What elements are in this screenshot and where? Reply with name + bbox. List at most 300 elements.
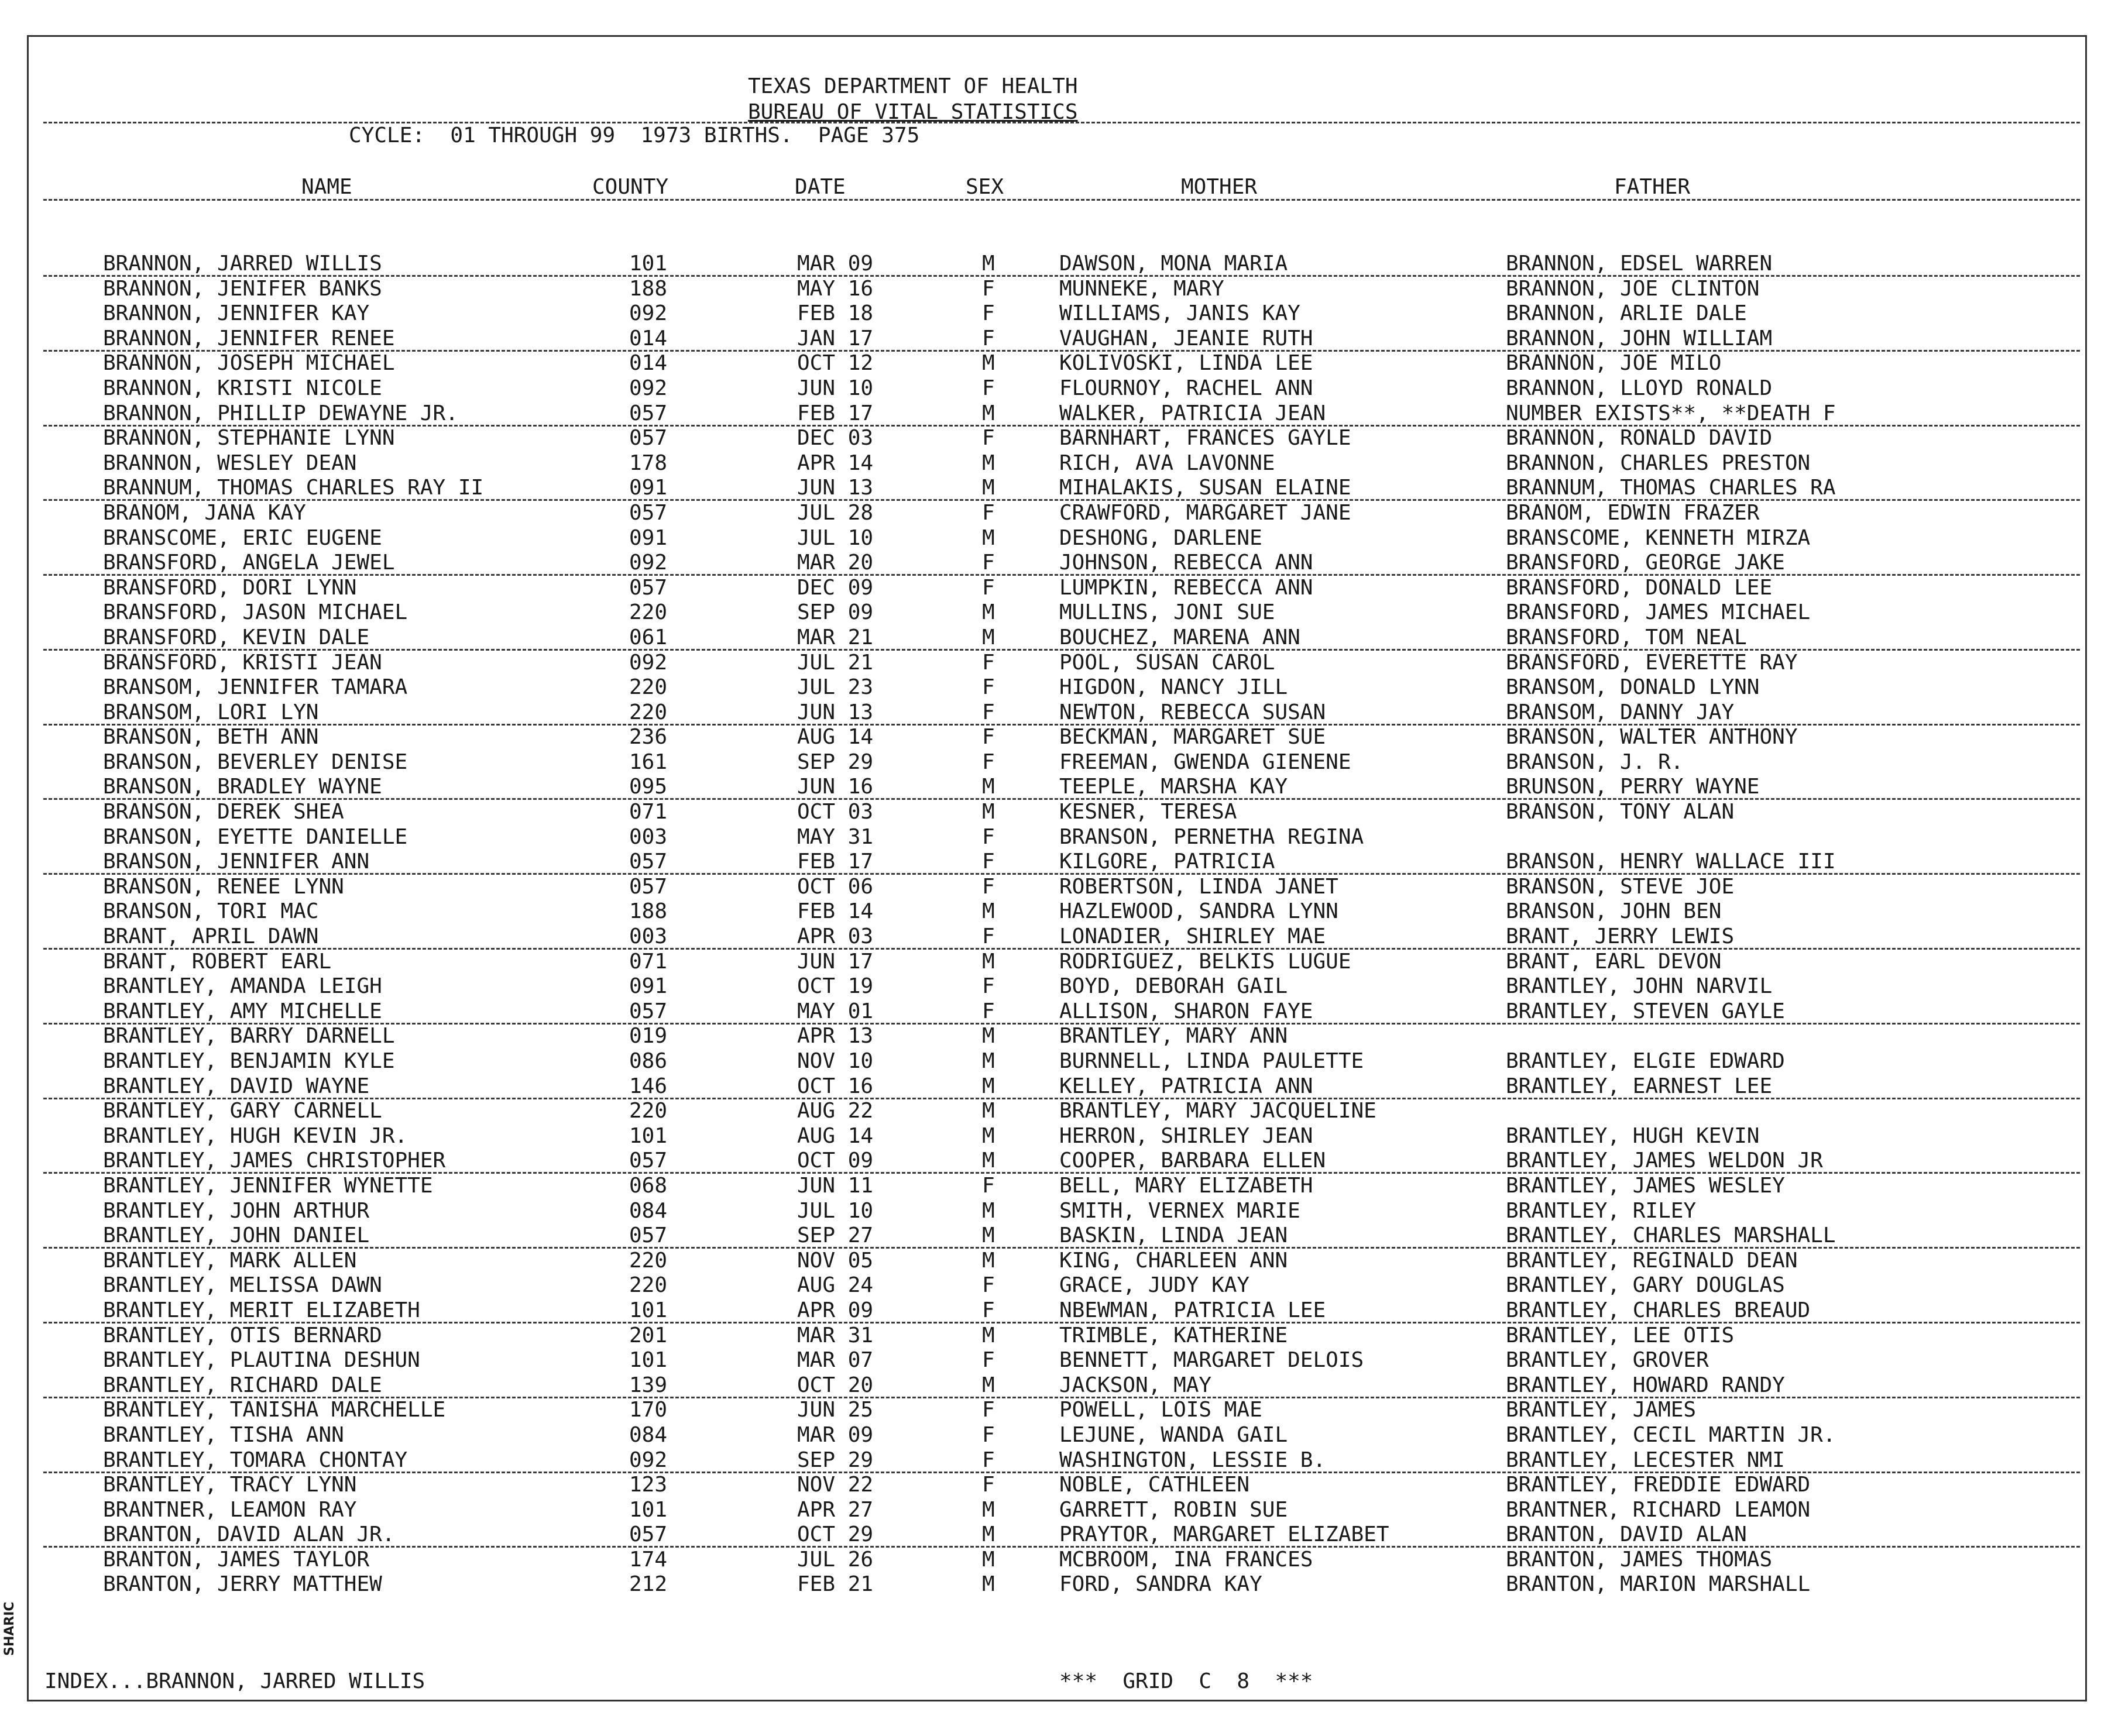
- record-sex: M: [982, 1223, 995, 1248]
- record-county: 236: [629, 725, 668, 750]
- record-date: AUG 14: [797, 1123, 874, 1148]
- record-name: BRANTLEY, TANISHA MARCHELLE: [103, 1398, 446, 1422]
- record-sex: M: [982, 1074, 995, 1098]
- record-date: MAY 16: [797, 276, 874, 301]
- column-header-sex: SEX: [966, 175, 1004, 199]
- record-sex: F: [982, 1348, 995, 1373]
- record-father: BRANSON, J. R.: [1506, 750, 1684, 774]
- record-county: 084: [629, 1422, 668, 1447]
- record-row: [0, 426, 2125, 451]
- record-date: DEC 03: [797, 426, 874, 451]
- record-row: [0, 924, 2125, 950]
- record-name: BRANSON, BETH ANN: [103, 725, 319, 750]
- record-father: BRANSFORD, TOM NEAL: [1506, 625, 1747, 649]
- record-row: [0, 651, 2125, 676]
- record-county: 188: [629, 276, 668, 301]
- record-sex: F: [982, 750, 995, 774]
- record-sex: M: [982, 899, 995, 924]
- record-father: BRUNSON, PERRY WAYNE: [1506, 775, 1760, 799]
- record-name: BRANT, APRIL DAWN: [103, 924, 319, 949]
- record-mother: TEEPLE, MARSHA KAY: [1059, 775, 1288, 799]
- column-header-county: COUNTY: [592, 175, 669, 199]
- record-date: APR 09: [797, 1298, 874, 1322]
- record-mother: BARNHART, FRANCES GAYLE: [1059, 426, 1351, 451]
- record-name: BRANNON, PHILLIP DEWAYNE JR.: [103, 401, 458, 425]
- record-date: JUL 23: [797, 675, 874, 700]
- record-row: [0, 1024, 2125, 1049]
- record-row: [0, 1348, 2125, 1373]
- record-row: [0, 950, 2125, 975]
- record-county: 057: [629, 999, 668, 1023]
- record-county: 071: [629, 800, 668, 824]
- record-name: BRANTLEY, JOHN DANIEL: [103, 1223, 370, 1248]
- record-county: 057: [629, 1223, 668, 1248]
- record-father: BRANTNER, RICHARD LEAMON: [1506, 1497, 1811, 1522]
- record-row: [0, 1223, 2125, 1249]
- record-name: BRANSON, DEREK SHEA: [103, 800, 344, 824]
- column-header-name: NAME: [301, 175, 352, 199]
- record-name: BRANSOM, LORI LYN: [103, 700, 319, 724]
- record-father: BRANSFORD, JAMES MICHAEL: [1506, 600, 1811, 625]
- record-father: BRANTLEY, LECESTER NMI: [1506, 1448, 1785, 1472]
- record-date: MAY 31: [797, 824, 874, 849]
- record-county: 057: [629, 850, 668, 874]
- record-sex: M: [982, 1572, 995, 1597]
- record-mother: HERRON, SHIRLEY JEAN: [1059, 1123, 1313, 1148]
- record-mother: BRANTLEY, MARY ANN: [1059, 1024, 1288, 1049]
- record-row: [0, 1498, 2125, 1523]
- record-county: 092: [629, 301, 668, 326]
- record-county: 170: [629, 1398, 668, 1422]
- record-sex: M: [982, 451, 995, 475]
- record-row: [0, 600, 2125, 625]
- record-county: 019: [629, 1024, 668, 1049]
- record-mother: KOLIVOSKI, LINDA LEE: [1059, 351, 1313, 376]
- record-row: [0, 725, 2125, 750]
- record-father: BRANNON, JOE CLINTON: [1506, 276, 1760, 301]
- record-date: NOV 22: [797, 1473, 874, 1497]
- record-county: 220: [629, 1099, 668, 1123]
- record-father: BRANNON, CHARLES PRESTON: [1506, 451, 1811, 475]
- record-date: JUL 28: [797, 500, 874, 525]
- record-father: BRANSOM, DANNY JAY: [1506, 700, 1735, 724]
- record-name: BRANTLEY, BARRY DARNELL: [103, 1024, 395, 1049]
- record-date: MAY 01: [797, 999, 874, 1023]
- record-date: APR 13: [797, 1024, 874, 1049]
- record-name: BRANTLEY, MELISSA DAWN: [103, 1273, 382, 1298]
- record-date: JUL 10: [797, 525, 874, 550]
- record-sex: F: [982, 500, 995, 525]
- record-father: BRANNON, ARLIE DALE: [1506, 301, 1747, 326]
- record-date: AUG 22: [797, 1099, 874, 1123]
- record-mother: MCBROOM, INA FRANCES: [1059, 1547, 1313, 1572]
- record-mother: WASHINGTON, LESSIE B.: [1059, 1448, 1326, 1472]
- record-sex: M: [982, 949, 995, 974]
- record-date: AUG 24: [797, 1273, 874, 1298]
- record-mother: ROBERTSON, LINDA JANET: [1059, 874, 1338, 899]
- bureau-title: BUREAU OF VITAL STATISTICS: [748, 100, 1078, 124]
- record-father: NUMBER EXISTS**, **DEATH F: [1506, 401, 1836, 425]
- record-sex: F: [982, 326, 995, 350]
- record-date: OCT 19: [797, 974, 874, 999]
- record-father: BRANTLEY, RILEY: [1506, 1198, 1697, 1223]
- record-father: BRANT, JERRY LEWIS: [1506, 924, 1735, 949]
- record-father: BRANTLEY, STEVEN GAYLE: [1506, 999, 1785, 1023]
- record-county: 003: [629, 824, 668, 849]
- record-date: MAR 09: [797, 1422, 874, 1447]
- record-name: BRANNON, KRISTI NICOLE: [103, 376, 382, 400]
- record-county: 178: [629, 451, 668, 475]
- column-header-date: DATE: [795, 175, 846, 199]
- record-sex: M: [982, 1497, 995, 1522]
- record-sex: M: [982, 1049, 995, 1073]
- record-date: MAR 07: [797, 1348, 874, 1373]
- record-date: MAR 20: [797, 551, 874, 575]
- record-county: 084: [629, 1198, 668, 1223]
- record-name: BRANSON, EYETTE DANIELLE: [103, 824, 408, 849]
- record-sex: M: [982, 1024, 995, 1049]
- record-mother: KELLEY, PATRICIA ANN: [1059, 1074, 1313, 1098]
- record-county: 101: [629, 1298, 668, 1322]
- record-name: BRANTLEY, RICHARD DALE: [103, 1373, 382, 1397]
- record-sex: M: [982, 1123, 995, 1148]
- record-row: [0, 700, 2125, 726]
- record-sex: F: [982, 1422, 995, 1447]
- record-name: BRANTLEY, PLAUTINA DESHUN: [103, 1348, 420, 1373]
- record-row: [0, 376, 2125, 401]
- record-date: DEC 09: [797, 575, 874, 600]
- record-county: 212: [629, 1572, 668, 1597]
- side-watermark: SHARIC: [2, 1601, 17, 1656]
- record-mother: HIGDON, NANCY JILL: [1059, 675, 1288, 700]
- record-sex: F: [982, 700, 995, 724]
- record-sex: F: [982, 1398, 995, 1422]
- record-name: BRANTLEY, BENJAMIN KYLE: [103, 1049, 395, 1073]
- record-father: BRANTON, MARION MARSHALL: [1506, 1572, 1811, 1597]
- record-row: [0, 1398, 2125, 1423]
- record-row: [0, 1423, 2125, 1448]
- record-row: [0, 1149, 2125, 1174]
- record-sex: F: [982, 675, 995, 700]
- record-county: 220: [629, 600, 668, 625]
- record-mother: FREEMAN, GWENDA GIENENE: [1059, 750, 1351, 774]
- record-sex: M: [982, 1373, 995, 1397]
- record-date: JUN 13: [797, 476, 874, 500]
- column-header-father: FATHER: [1614, 175, 1691, 199]
- record-mother: SMITH, VERNEX MARIE: [1059, 1198, 1300, 1223]
- record-mother: MULLINS, JONI SUE: [1059, 600, 1275, 625]
- record-sex: M: [982, 1547, 995, 1572]
- record-father: BRANTLEY, CHARLES BREAUD: [1506, 1298, 1811, 1322]
- record-mother: BRANTLEY, MARY JACQUELINE: [1059, 1099, 1376, 1123]
- record-row: [0, 974, 2125, 999]
- record-row: [0, 1298, 2125, 1324]
- record-name: BRANSOM, JENNIFER TAMARA: [103, 675, 408, 700]
- record-county: 014: [629, 326, 668, 350]
- record-sex: F: [982, 551, 995, 575]
- record-father: BRANTLEY, HUGH KEVIN: [1506, 1123, 1760, 1148]
- record-sex: M: [982, 525, 995, 550]
- record-row: [0, 1522, 2125, 1548]
- record-row: [0, 750, 2125, 775]
- record-county: 057: [629, 1522, 668, 1547]
- record-father: BRANTLEY, JAMES WELDON JR: [1506, 1149, 1823, 1173]
- record-row: [0, 1249, 2125, 1274]
- record-row: [0, 1124, 2125, 1149]
- record-date: MAR 21: [797, 625, 874, 649]
- record-county: 057: [629, 500, 668, 525]
- record-mother: WILLIAMS, JANIS KAY: [1059, 301, 1300, 326]
- record-sex: F: [982, 575, 995, 600]
- record-mother: RICH, AVA LAVONNE: [1059, 451, 1275, 475]
- record-row: [0, 277, 2125, 302]
- record-name: BRANTON, DAVID ALAN JR.: [103, 1522, 395, 1547]
- record-mother: BASKIN, LINDA JEAN: [1059, 1223, 1288, 1248]
- record-father: BRANSON, STEVE JOE: [1506, 874, 1735, 899]
- record-name: BRANTLEY, AMY MICHELLE: [103, 999, 382, 1023]
- record-row: [0, 825, 2125, 850]
- record-county: 003: [629, 924, 668, 949]
- record-row: [0, 1448, 2125, 1473]
- record-mother: GRACE, JUDY KAY: [1059, 1273, 1250, 1298]
- record-name: BRANNON, JOSEPH MICHAEL: [103, 351, 395, 376]
- record-father: BRANNON, JOE MILO: [1506, 351, 1722, 376]
- record-row: [0, 899, 2125, 924]
- record-sex: F: [982, 924, 995, 949]
- record-date: FEB 14: [797, 899, 874, 924]
- record-name: BRANTLEY, JAMES CHRISTOPHER: [103, 1149, 446, 1173]
- record-name: BRANSFORD, JASON MICHAEL: [103, 600, 408, 625]
- record-father: BRANTLEY, CHARLES MARSHALL: [1506, 1223, 1836, 1248]
- record-father: BRANOM, EDWIN FRAZER: [1506, 500, 1760, 525]
- record-date: SEP 27: [797, 1223, 874, 1248]
- record-county: 095: [629, 775, 668, 799]
- record-row: [0, 451, 2125, 476]
- record-father: BRANTLEY, REGINALD DEAN: [1506, 1248, 1798, 1273]
- record-name: BRANSON, RENEE LYNN: [103, 874, 344, 899]
- record-sex: M: [982, 1149, 995, 1173]
- record-name: BRANTLEY, MERIT ELIZABETH: [103, 1298, 420, 1322]
- record-row: [0, 476, 2125, 501]
- record-county: 091: [629, 974, 668, 999]
- record-father: BRANSOM, DONALD LYNN: [1506, 675, 1760, 700]
- record-father: BRANT, EARL DEVON: [1506, 949, 1722, 974]
- record-row: [0, 326, 2125, 352]
- record-date: AUG 14: [797, 725, 874, 750]
- record-sex: F: [982, 1298, 995, 1322]
- record-father: BRANSON, TONY ALAN: [1506, 800, 1735, 824]
- record-county: 057: [629, 1149, 668, 1173]
- column-header-mother: MOTHER: [1181, 175, 1258, 199]
- record-sex: M: [982, 476, 995, 500]
- record-sex: F: [982, 850, 995, 874]
- record-county: 092: [629, 551, 668, 575]
- record-father: BRANNUM, THOMAS CHARLES RA: [1506, 476, 1836, 500]
- record-date: OCT 03: [797, 800, 874, 824]
- record-father: BRANNON, EDSEL WARREN: [1506, 252, 1773, 276]
- record-sex: M: [982, 252, 995, 276]
- record-mother: POWELL, LOIS MAE: [1059, 1398, 1262, 1422]
- record-date: NOV 10: [797, 1049, 874, 1073]
- record-father: BRANSON, JOHN BEN: [1506, 899, 1722, 924]
- record-date: JAN 17: [797, 326, 874, 350]
- record-date: FEB 18: [797, 301, 874, 326]
- record-row: [0, 301, 2125, 326]
- record-row: [0, 252, 2125, 277]
- record-name: BRANSON, BEVERLEY DENISE: [103, 750, 408, 774]
- record-date: OCT 12: [797, 351, 874, 376]
- record-father: BRANTLEY, ELGIE EDWARD: [1506, 1049, 1785, 1073]
- record-mother: DESHONG, DARLENE: [1059, 525, 1262, 550]
- record-name: BRANTLEY, OTIS BERNARD: [103, 1323, 382, 1347]
- index-footer: INDEX...BRANNON, JARRED WILLIS: [44, 1669, 425, 1693]
- record-name: BRANTLEY, JENNIFER WYNETTE: [103, 1173, 433, 1198]
- record-row: [0, 1174, 2125, 1199]
- record-date: MAR 31: [797, 1323, 874, 1347]
- record-father: BRANTON, JAMES THOMAS: [1506, 1547, 1773, 1572]
- record-father: BRANTLEY, JAMES: [1506, 1398, 1697, 1422]
- record-county: 014: [629, 351, 668, 376]
- record-mother: MUNNEKE, MARY: [1059, 276, 1224, 301]
- birth-records-list: [0, 252, 2125, 1597]
- record-sex: M: [982, 775, 995, 799]
- record-date: MAR 09: [797, 252, 874, 276]
- record-father: BRANTLEY, FREDDIE EDWARD: [1506, 1473, 1811, 1497]
- record-county: 101: [629, 1497, 668, 1522]
- record-name: BRANSFORD, ANGELA JEWEL: [103, 551, 395, 575]
- record-mother: TRIMBLE, KATHERINE: [1059, 1323, 1288, 1347]
- record-sex: M: [982, 600, 995, 625]
- record-row: [0, 800, 2125, 825]
- record-date: OCT 06: [797, 874, 874, 899]
- record-name: BRANTLEY, AMANDA LEIGH: [103, 974, 382, 999]
- record-mother: NEWTON, REBECCA SUSAN: [1059, 700, 1326, 724]
- record-father: BRANSCOME, KENNETH MIRZA: [1506, 525, 1811, 550]
- record-mother: NOBLE, CATHLEEN: [1059, 1473, 1250, 1497]
- record-mother: COOPER, BARBARA ELLEN: [1059, 1149, 1326, 1173]
- record-mother: GARRETT, ROBIN SUE: [1059, 1497, 1288, 1522]
- record-father: BRANTLEY, JOHN NARVIL: [1506, 974, 1773, 999]
- record-name: BRANTLEY, JOHN ARTHUR: [103, 1198, 370, 1223]
- record-name: BRANTON, JAMES TAYLOR: [103, 1547, 370, 1572]
- record-date: APR 27: [797, 1497, 874, 1522]
- record-county: 057: [629, 401, 668, 425]
- record-sex: F: [982, 974, 995, 999]
- record-row: [0, 1074, 2125, 1099]
- record-father: BRANTLEY, GROVER: [1506, 1348, 1709, 1373]
- record-name: BRANSON, TORI MAC: [103, 899, 319, 924]
- record-mother: VAUGHAN, JEANIE RUTH: [1059, 326, 1313, 350]
- record-name: BRANTLEY, TISHA ANN: [103, 1422, 344, 1447]
- record-father: BRANTLEY, HOWARD RANDY: [1506, 1373, 1785, 1397]
- record-mother: LEJUNE, WANDA GAIL: [1059, 1422, 1288, 1447]
- record-date: OCT 09: [797, 1149, 874, 1173]
- record-date: JUL 10: [797, 1198, 874, 1223]
- record-row: [0, 1099, 2125, 1124]
- record-county: 220: [629, 700, 668, 724]
- record-date: FEB 17: [797, 850, 874, 874]
- record-row: [0, 999, 2125, 1025]
- record-county: 061: [629, 625, 668, 649]
- record-county: 161: [629, 750, 668, 774]
- record-date: JUN 11: [797, 1173, 874, 1198]
- record-county: 071: [629, 949, 668, 974]
- record-date: SEP 29: [797, 750, 874, 774]
- record-mother: BECKMAN, MARGARET SUE: [1059, 725, 1326, 750]
- cycle-line: CYCLE: 01 THROUGH 99 1973 BIRTHS. PAGE 375: [349, 123, 920, 147]
- record-date: JUN 10: [797, 376, 874, 400]
- record-date: JUN 17: [797, 949, 874, 974]
- record-county: 057: [629, 575, 668, 600]
- record-sex: F: [982, 824, 995, 849]
- record-county: 139: [629, 1373, 668, 1397]
- record-name: BRANNUM, THOMAS CHARLES RAY II: [103, 476, 484, 500]
- record-county: 101: [629, 1123, 668, 1148]
- grid-footer: *** GRID C 8 ***: [1059, 1669, 1313, 1693]
- record-row: [0, 1473, 2125, 1498]
- record-name: BRANNON, STEPHANIE LYNN: [103, 426, 395, 451]
- record-row: [0, 1572, 2125, 1597]
- record-sex: M: [982, 1198, 995, 1223]
- record-name: BRANTLEY, HUGH KEVIN JR.: [103, 1123, 408, 1148]
- record-sex: M: [982, 1099, 995, 1123]
- record-father: BRANSON, HENRY WALLACE III: [1506, 850, 1836, 874]
- record-name: BRANOM, JANA KAY: [103, 500, 306, 525]
- record-father: BRANTLEY, CECIL MARTIN JR.: [1506, 1422, 1836, 1447]
- record-row: [0, 576, 2125, 601]
- agency-title: TEXAS DEPARTMENT OF HEALTH: [748, 74, 1078, 98]
- record-row: [0, 850, 2125, 875]
- record-name: BRANT, ROBERT EARL: [103, 949, 332, 974]
- record-county: 091: [629, 525, 668, 550]
- record-father: BRANTON, DAVID ALAN: [1506, 1522, 1747, 1547]
- record-row: [0, 1199, 2125, 1224]
- record-mother: HAZLEWOOD, SANDRA LYNN: [1059, 899, 1338, 924]
- record-date: OCT 20: [797, 1373, 874, 1397]
- record-mother: CRAWFORD, MARGARET JANE: [1059, 500, 1351, 525]
- record-sex: M: [982, 1248, 995, 1273]
- record-sex: M: [982, 1323, 995, 1347]
- record-mother: NBEWMAN, PATRICIA LEE: [1059, 1298, 1326, 1322]
- record-name: BRANNON, JARRED WILLIS: [103, 252, 382, 276]
- record-date: JUL 21: [797, 650, 874, 675]
- record-date: JUN 25: [797, 1398, 874, 1422]
- record-name: BRANSFORD, KEVIN DALE: [103, 625, 370, 649]
- record-mother: BENNETT, MARGARET DELOIS: [1059, 1348, 1364, 1373]
- record-date: APR 14: [797, 451, 874, 475]
- record-date: SEP 29: [797, 1448, 874, 1472]
- record-county: 220: [629, 675, 668, 700]
- record-name: BRANTNER, LEAMON RAY: [103, 1497, 357, 1522]
- record-county: 220: [629, 1273, 668, 1298]
- record-mother: BRANSON, PERNETHA REGINA: [1059, 824, 1364, 849]
- record-father: BRANTLEY, LEE OTIS: [1506, 1323, 1735, 1347]
- record-name: BRANSCOME, ERIC EUGENE: [103, 525, 382, 550]
- record-name: BRANNON, JENIFER BANKS: [103, 276, 382, 301]
- record-father: BRANNON, RONALD DAVID: [1506, 426, 1773, 451]
- record-row: [0, 1273, 2125, 1298]
- record-county: 101: [629, 252, 668, 276]
- record-mother: KILGORE, PATRICIA: [1059, 850, 1275, 874]
- record-date: OCT 29: [797, 1522, 874, 1547]
- record-sex: M: [982, 1522, 995, 1547]
- column-header-divider: [43, 199, 2080, 201]
- record-mother: POOL, SUSAN CAROL: [1059, 650, 1275, 675]
- record-row: [0, 1049, 2125, 1074]
- record-county: 201: [629, 1323, 668, 1347]
- record-name: BRANSFORD, DORI LYNN: [103, 575, 357, 600]
- record-sex: F: [982, 874, 995, 899]
